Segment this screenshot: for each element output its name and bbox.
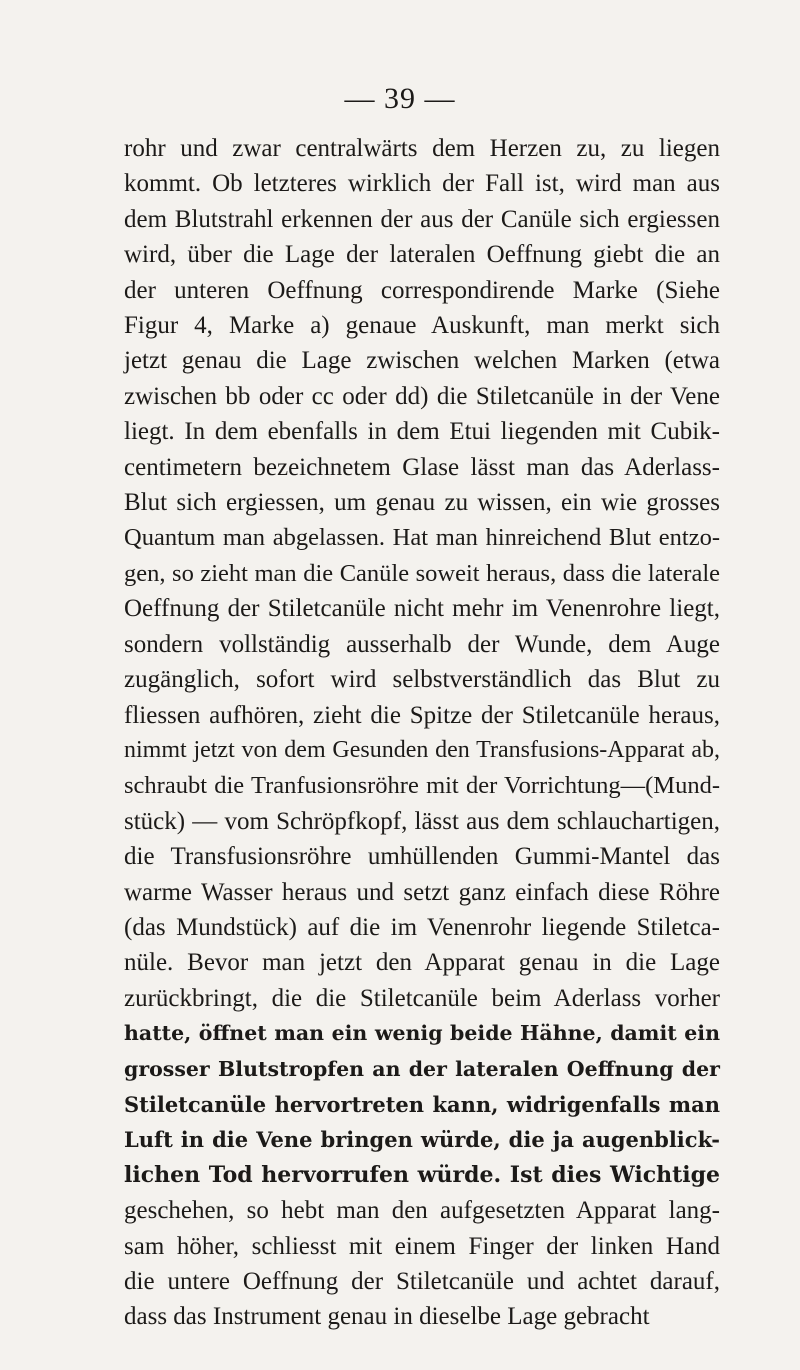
text-line: jetzt genau die Lage zwischen welchen Marken (etwa xyxy=(124,347,720,375)
text-line: hatte, öffnet man ein wenig beide Hähne, damit ein xyxy=(124,1021,720,1046)
text-line: liegt. In dem ebenfalls in dem Etui liegenden mit Cubik- xyxy=(124,418,720,446)
text-line: dem Blutstrahl erkennen der aus der Canüle sich ergiessen xyxy=(124,205,720,233)
text-line: nüle. Bevor man jetzt den Apparat genau in die Lage xyxy=(124,949,720,977)
text-line: die Transfusionsröhre umhüllenden Gummi-Mantel das xyxy=(124,843,720,871)
text-line: nimmt jetzt von dem Gesunden den Transfusions-Apparat ab, xyxy=(124,736,720,763)
text-line: fliessen aufhören, zieht die Spitze der Stiletcanüle heraus, xyxy=(124,701,720,729)
text-line: wird, über die Lage der lateralen Oeffnung giebt die an xyxy=(124,241,720,269)
text-line: Blut sich ergiessen, um genau zu wissen, ein wie grosses xyxy=(124,489,720,517)
text-line: lichen Tod hervorrufen würde. Ist dies Wichtige xyxy=(124,1161,720,1188)
text-line: Figur 4, Marke a) genaue Auskunft, man merkt sich xyxy=(124,312,720,340)
text-line: sam höher, schliesst mit einem Finger der linken Hand xyxy=(124,1232,720,1260)
text-line: zwischen bb oder cc oder dd) die Stiletcanüle in der Vene xyxy=(124,382,720,410)
text-line: rohr und zwar centralwärts dem Herzen zu, zu liegen xyxy=(124,135,720,162)
text-line: geschehen, so hebt man den aufgesetzten Apparat lang- xyxy=(124,1197,720,1225)
text-line: Quantum man abgelassen. Hat man hinreichend Blut entzo- xyxy=(124,524,720,552)
text-line: Oeffnung der Stiletcanüle nicht mehr im Venenrohre liegt, xyxy=(124,595,720,623)
text-line: Stiletcanüle hervortreten kann, widrigenfalls man xyxy=(124,1091,720,1117)
text-line: gen, so zieht man die Canüle soweit heraus, dass die laterale xyxy=(124,559,720,587)
text-line: zurückbringt, die die Stiletcanüle beim Aderlass vorher xyxy=(124,984,720,1012)
text-line: schraubt die Tranfusionsröhre mit der Vorrichtung—(Mund- xyxy=(124,772,720,800)
body-text xyxy=(124,131,720,1335)
text-line: kommt. Ob letzteres wirklich der Fall ist, wird man aus xyxy=(124,170,720,198)
text-line: der unteren Oeffnung correspondirende Marke (Siehe xyxy=(124,276,720,304)
text-line: (das Mundstück) auf die im Venenrohr liegende Stiletca- xyxy=(124,913,720,941)
text-line: Luft in die Vene bringen würde, die ja augenblick- xyxy=(124,1127,720,1153)
text-line: sondern vollständig ausserhalb der Wunde, dem Auge xyxy=(124,630,720,658)
text-line: centimetern bezeichnetem Glase lässt man das Aderlass- xyxy=(124,453,720,481)
text-line: warme Wasser heraus und setzt ganz einfach diese Röhre xyxy=(124,878,720,906)
page-number: — 39 — xyxy=(344,82,456,115)
text-line: die untere Oeffnung der Stiletcanüle und achtet darauf, xyxy=(124,1268,720,1295)
text-line: stück) — vom Schröpfkopf, lässt aus dem schlauchartigen, xyxy=(124,807,720,835)
text-line: zugänglich, sofort wird selbstverständlich das Blut zu xyxy=(124,666,720,694)
text-line: dass das Instrument genau in dieselbe Lage gebracht xyxy=(124,1303,650,1331)
text-line: grosser Blutstropfen an der lateralen Oeffnung der xyxy=(124,1056,720,1081)
